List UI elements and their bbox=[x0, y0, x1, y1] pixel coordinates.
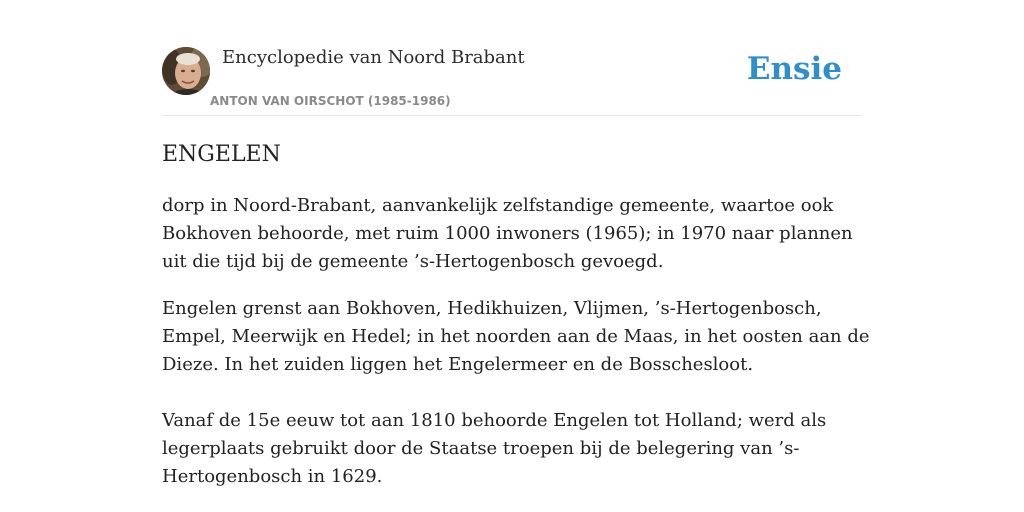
paragraph: dorp in Noord-Brabant, aanvankelijk zelfstandige gemeente, waartoe ook Bokhoven behoorde, met ruim 1000 inwoners (1965); in 1970 naar plannen uit die tijd bij de gemeente ’s-Hertogenbosch gevoegd. bbox=[162, 195, 853, 272]
paragraph: Engelen grenst aan Bokhoven, Hedikhuizen, Vlijmen, ’s-Hertogenbosch, Empel, Meerwijk en Hedel; in het noorden aan de Maas, in het oosten aan de Dieze. In het zuiden liggen het Engelermeer en de Bosschesloot. bbox=[162, 298, 870, 375]
book-title[interactable]: Encyclopedie van Noord Brabant bbox=[222, 47, 525, 68]
entry-title: ENGELEN bbox=[162, 142, 281, 167]
entry-content bbox=[162, 192, 872, 491]
ensie-logo[interactable]: Ensie bbox=[746, 51, 842, 87]
paragraph: Vanaf de 15e eeuw tot aan 1810 behoorde Engelen tot Holland; werd als legerplaats gebruikt door de Staatse troepen bij de belegering van ’s-Hertogenbosch in 1629. bbox=[162, 410, 827, 487]
header-divider bbox=[162, 115, 862, 116]
author-avatar bbox=[162, 47, 210, 95]
author-portrait-icon bbox=[162, 47, 210, 95]
author-name[interactable]: ANTON VAN OIRSCHOT (1985-1986) bbox=[210, 94, 451, 108]
